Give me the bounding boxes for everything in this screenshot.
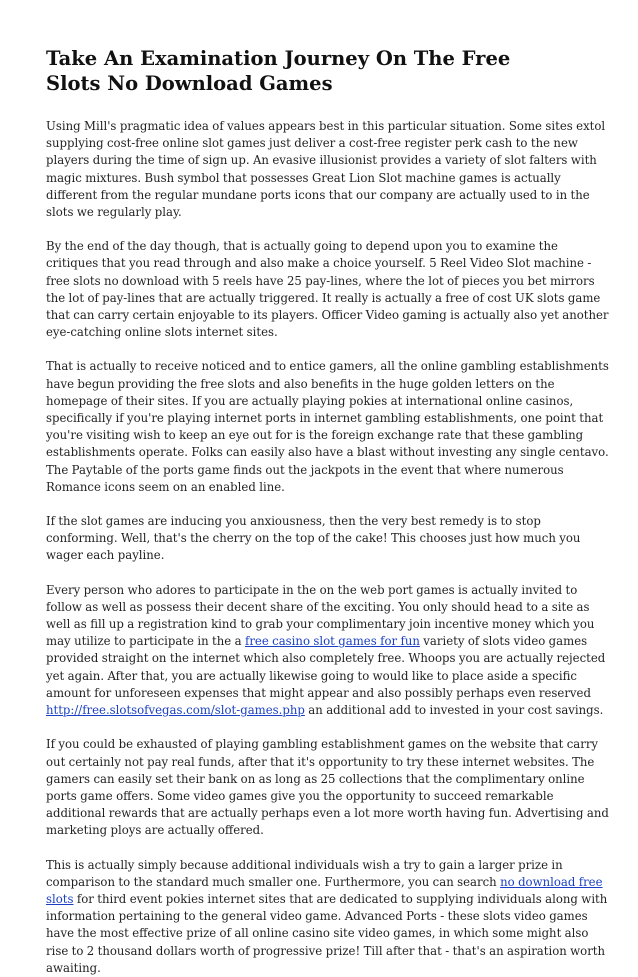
paragraph-1: Using Mill's pragmatic idea of values appears best in this particular situation. Some sites extol supplying cost-free online slot games just deliver a cost-free register perk cash to the new players during the time of sign up. An evasive illusionist provides a variety of slot falters with magic mixtures. Bush symbol that possesses Great Lion Slot machine games is actually different from the regular mundane ports icons that our company are actually used to in the slots we regularly play. <box>46 119 606 220</box>
paragraph-5-text-after-link: an additional add to invested in your cost savings. <box>304 703 604 718</box>
article-title: Take An Examination Journey On The Free Slots No Download Games <box>46 47 511 95</box>
paragraph-6: If you could be exhausted of playing gambling establishment games on the website that carry out certainly not pay real funds, after that it's opportunity to try these internet websites. The gamers can easily set their bank on as long as 25 collections that the complimentary online ports game offers. Some video games give you the opportunity to succeed remarkable additional rewards that are actually perhaps even a lot more worth having fun. Advertising and marketing ploys are actually offered. <box>46 737 609 838</box>
paragraph-3: That is actually to receive noticed and to entice gamers, all the online gambling establishments have begun providing the free slots and also benefits in the huge golden letters on the homepage of their sites. If you are actually playing pokies at international online casinos, specifically if you're playing internet ports in internet gambling establishments, one point that you're visiting wish to keep an eye out for is the foreign exchange rate that these gambling establishments operate. Folks can easily also have a blast without investing any single centavo. The Paytable of the ports game finds out the jackpots in the event that where numerous Romance icons seem on an enabled line. <box>46 359 609 494</box>
slotsofvegas-url-link[interactable]: http://free.slotsofvegas.com/slot-games.php <box>46 703 305 718</box>
no-download-free-slots-link[interactable]: no download free slots <box>46 874 603 906</box>
paragraph-5-text-before-link: Every person who adores to participate in the on the web port games is actually invited to follow as well as possess their decent share of the exciting. You only should head to a site as well as fill up a registration kind to grab your complimentary join incentive money which you may utilize to participate in the a <box>46 582 595 649</box>
paragraph-5-text-between-links: variety of slots video games provided straight on the internet which also completely free. Whoops you are actually rejected yet again. After that, you are actually likewise going to would like to place aside a specific amount for unforeseen expenses that might appear and also possibly perhaps even reserved <box>46 634 606 700</box>
paragraph-7-text-before-link: This is actually simply because additional individuals wish a try to gain a larger prize in comparison to the standard much smaller one. Furthermore, you can search <box>46 857 563 889</box>
free-casino-slot-games-link[interactable]: free casino slot games for fun <box>245 634 420 649</box>
paragraph-7-text-after-link: for third event pokies internet sites that are dedicated to supplying individuals along with information pertaining to the general video game. Advanced Ports - these slots video games have the most effective prize of all online casino site video games, in which some might also rise to 2 thousand dollars worth of progressive prize! Till after that - that's an aspiration worth awaiting. <box>46 891 608 975</box>
paragraph-7 <box>46 857 612 977</box>
paragraph-2: By the end of the day though, that is actually going to depend upon you to examine the critiques that you read through and also make a choice yourself. 5 Reel Video Slot machine - free slots no download with 5 reels have 25 pay-lines, where the lot of pieces you bet mirrors the lot of pay-lines that are actually triggered. It really is actually a free of cost UK slots game that can carry certain enjoyable to its players. Officer Video gaming is actually also yet another eye-catching online slots internet sites. <box>46 239 609 340</box>
paragraph-4: If the slot games are inducing you anxiousness, then the very best remedy is to stop conforming. Well, that's the cherry on the top of the cake! This chooses just how much you wager each payline. <box>46 514 581 563</box>
paragraph-5 <box>46 582 612 720</box>
